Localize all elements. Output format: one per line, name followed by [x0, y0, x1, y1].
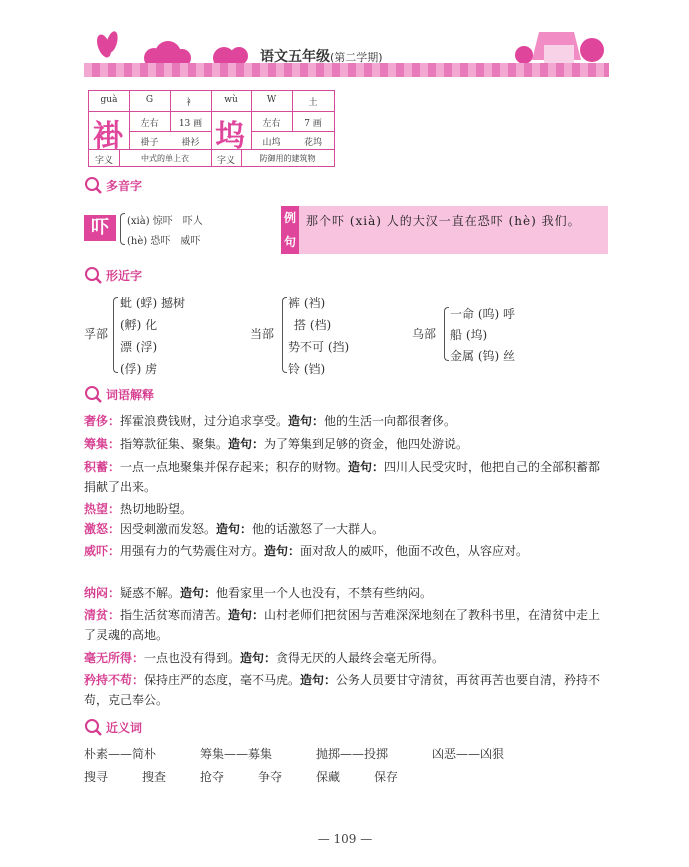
- char2-structure: 左右: [262, 119, 281, 129]
- section-similar: 形近字: [84, 266, 204, 284]
- synonym-pair: 抛掷——投掷: [316, 747, 389, 761]
- magnifier-icon: [84, 385, 104, 403]
- char1-strokes: 13 画: [178, 119, 203, 129]
- term-entry: 纳闷：疑惑不解。造句：他看家里一个人也没有，不禁有些纳闷。: [84, 586, 433, 600]
- synonym-pair: 凶恶——凶狠: [432, 747, 505, 761]
- char1-letter: G: [145, 95, 154, 105]
- similar-g1-item: 蚍 (蜉) 撼树: [120, 296, 185, 310]
- term-entry: 威吓：用强有力的气势震住对方。造句：面对敌人的威吓，他面不改色，从容应对。: [84, 544, 529, 558]
- term-entry: 积蓄：一点一点地聚集并保存起来；积存的财物。造句：四川人民受灾时，他把自己的全部积蓄都捐献了出来。: [84, 460, 601, 494]
- synonym-pair: 朴素——简朴: [84, 747, 157, 761]
- similar-g1-item: (俘) 虏: [120, 362, 158, 376]
- term-entry: 筹集：指筹款征集、聚集。造句：为了筹集到足够的资金，他四处游说。: [84, 437, 469, 451]
- term-entry: 激怒：因受刺激而发怒。造句：他的话激怒了一大群人。: [84, 522, 385, 536]
- similar-group1-label: 孚部: [84, 327, 109, 341]
- similar-g3-item: 一命 (呜) 呼: [450, 307, 515, 321]
- synonym-word: 抢夺: [200, 770, 225, 784]
- magnifier-icon: [84, 718, 104, 736]
- similar-g2-item: 势不可 (挡): [288, 340, 350, 354]
- synonym-word: 搜查: [142, 770, 167, 784]
- char1-radical: 衤: [185, 98, 195, 108]
- char2-word-2: 花坞: [303, 138, 322, 148]
- char2-meaning: 防御用的建筑物: [259, 154, 316, 163]
- synonym-word: 保存: [374, 770, 399, 784]
- section-terms: 词语解释: [84, 385, 224, 403]
- polyphone-reading-2: (hè) 恐吓 威吓: [127, 236, 201, 247]
- term-entry: 奢侈：挥霍浪费钱财，过分追求享受。造句：他的生活一向都很奢侈。: [84, 414, 457, 428]
- synonym-word: 争夺: [258, 770, 283, 784]
- magnifier-icon: [84, 176, 104, 194]
- similar-group3-label: 乌部: [412, 327, 437, 341]
- example-sentence: 那个吓 (xià) 人的大汉一直在恐吓 (hè) 我们。: [306, 214, 581, 228]
- char2-letter: W: [266, 95, 277, 105]
- term-entry: 矜持不苟：保持庄严的态度，毫不马虎。造句：公务人员要甘守清贫，再贫再苦也要自清，矜持不苟，克己奉公。: [84, 673, 601, 707]
- synonym-word: 保藏: [316, 770, 341, 784]
- similar-g2-item: 搭 (档): [294, 318, 332, 332]
- synonym-pair: 筹集——募集: [200, 747, 273, 761]
- similar-g3-item: 金属 (钨) 丝: [450, 349, 515, 363]
- char1-meaning: 中式的单上衣: [141, 154, 189, 163]
- char1-word-1: 褂子: [140, 138, 159, 148]
- character-table: [88, 90, 335, 167]
- char1-big: 褂: [93, 119, 123, 154]
- similar-group2-label: 当部: [250, 327, 275, 341]
- term-entry: 毫无所得：一点也没有得到。造句：贪得无厌的人最终会毫无所得。: [84, 651, 445, 665]
- char2-word-1: 山坞: [262, 138, 281, 148]
- example-tag: 例 句: [281, 206, 299, 254]
- similar-g1-item: 漂 (浮): [120, 340, 158, 354]
- char1-structure: 左右: [140, 119, 159, 129]
- char2-meaning-label: 字义: [216, 156, 235, 166]
- section-polyphone: 多音字: [84, 176, 204, 194]
- char2-pinyin: wù: [224, 95, 238, 105]
- similar-g1-item: (孵) 化: [120, 318, 158, 332]
- magnifier-icon: [84, 266, 104, 284]
- term-entry: 热望：热切地盼望。: [84, 502, 193, 516]
- char1-word-2: 褂衫: [181, 138, 200, 148]
- page-title: 语文五年级(第二学期): [260, 49, 383, 65]
- char1-pinyin: guà: [100, 95, 118, 105]
- similar-g2-item: 铃 (铛): [288, 362, 326, 376]
- page-number: — 109 —: [317, 832, 373, 846]
- char1-meaning-label: 字义: [94, 156, 113, 166]
- char2-strokes: 7 画: [304, 119, 322, 129]
- char2-big: 坞: [215, 119, 245, 154]
- polyphone-reading-1: (xià) 惊吓 吓人: [127, 216, 203, 227]
- char2-radical: 土: [308, 98, 318, 108]
- similar-g2-item: 裤 (裆): [288, 296, 326, 310]
- term-entry: 清贫：指生活贫寒而清苦。造句：山村老师们把贫困与苦难深深地刻在了教科书里，在清贫中走上了灵魂的高地。: [84, 608, 601, 642]
- synonym-word: 搜寻: [84, 770, 109, 784]
- page-header: [84, 20, 609, 80]
- similar-g3-item: 船 (坞): [450, 328, 488, 342]
- polyphone-char: 吓: [84, 215, 116, 241]
- section-synonyms: 近义词: [84, 718, 204, 736]
